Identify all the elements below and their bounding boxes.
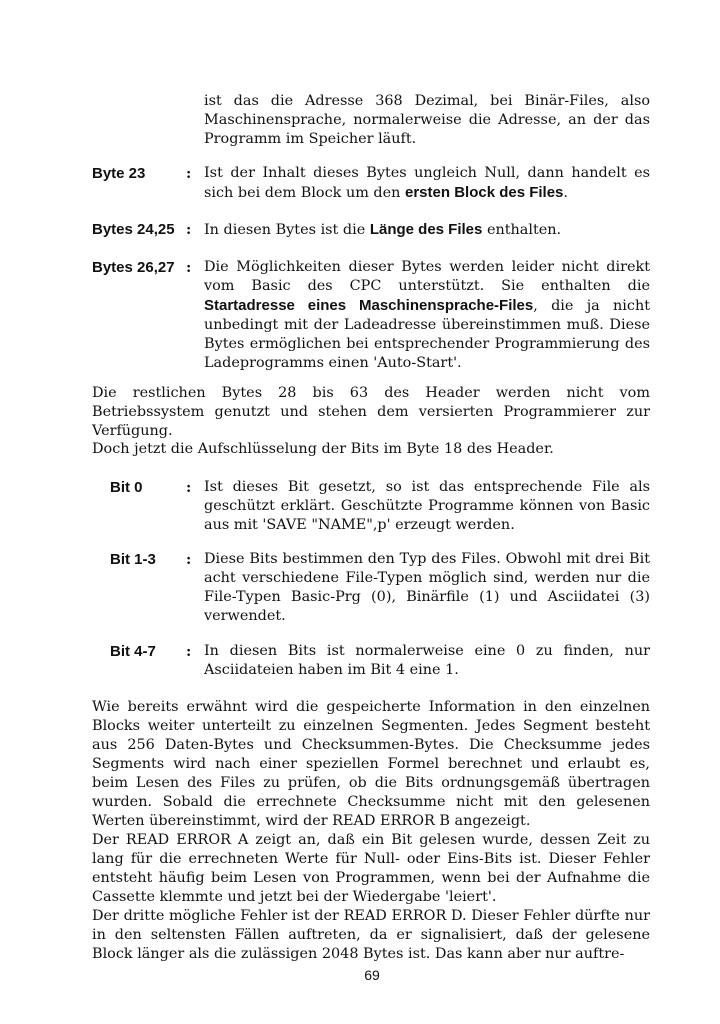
document-page bbox=[92, 0, 652, 1024]
colon: : bbox=[186, 551, 192, 568]
paragraph: Die restlichen Bytes 28 bis 63 des Header werden nicht vom Betriebssystem genutzt und stehen dem versierten Programmierer zur Verfügung. bbox=[92, 385, 650, 439]
byte-label: Bytes 24,25 bbox=[92, 221, 175, 238]
bit-label: Bit 0 bbox=[110, 479, 143, 496]
paragraph: Doch jetzt die Aufschlüsselung der Bits im Byte 18 des Header. bbox=[92, 441, 554, 457]
byte-label: Bytes 26,27 bbox=[92, 259, 175, 276]
continuation-text: ist das die Adresse 368 Dezimal, bei Binär-Files, also Maschinensprache, normalerweise die Adresse, an der das Programm im Speicher läuft. bbox=[204, 93, 650, 147]
colon: : bbox=[186, 643, 192, 660]
byte-description: Die Möglichkeiten dieser Bytes werden leider nicht direkt vom Basic des CPC unterstützt. Sie enthalten die Startadresse eines Maschinensprache-Files, die ja nicht unbedingt mit der Ladeadresse übereinstimmen muß. Diese Bytes ermöglichen bei entsprechender Programmierung des Ladeprogramms einen 'Auto-Start'. bbox=[204, 259, 651, 371]
paragraph-error-d: Der dritte mögliche Fehler ist der READ ERROR D. Dieser Fehler dürfte nur in den seltensten Fällen auftreten, da er signalisiert, daß der gelesene Block länger als die zulässigen 2048 Bytes ist. Das kann aber nur auftre- bbox=[92, 908, 650, 962]
paragraph-error-a: Der READ ERROR A zeigt an, daß ein Bit gelesen wurde, dessen Zeit zu lang für die errechneten Werte für Null- oder Eins-Bits ist. Dieser Fehler entsteht häufig beim Lesen von Programmen, wenn bei der Aufnahme die Cassette klemmte und jetzt bei der Wiedergabe 'leiert'. bbox=[92, 832, 650, 905]
colon: : bbox=[186, 221, 192, 238]
bit-description: Ist dieses Bit gesetzt, so ist das entsprechende File als geschützt erklärt. Geschützte Programme können von Basic aus mit 'SAVE "NAME",p' erzeugt werden. bbox=[204, 479, 650, 533]
emphasis: ersten Block des Files bbox=[405, 184, 564, 201]
byte-description: Ist der Inhalt dieses Bytes ungleich Null, dann handelt es sich bei dem Block um den ersten Block des Files. bbox=[204, 165, 650, 201]
emphasis: Länge des Files bbox=[369, 221, 483, 238]
bit-label: Bit 1-3 bbox=[110, 551, 156, 568]
byte-description: In diesen Bytes ist die Länge des Files enthalten. bbox=[204, 221, 562, 238]
bit-label: Bit 4-7 bbox=[110, 643, 156, 660]
emphasis: Startadresse eines Maschinensprache-Files bbox=[204, 297, 534, 314]
colon: : bbox=[186, 479, 192, 496]
colon: : bbox=[186, 165, 192, 182]
byte-label: Byte 23 bbox=[92, 165, 146, 182]
page-number: 69 bbox=[364, 967, 380, 983]
colon: : bbox=[186, 259, 192, 276]
bit-description: Diese Bits bestimmen den Typ des Files. Obwohl mit drei Bit acht verschiedene File-Typen möglich sind, werden nur die File-Typen Basic-Prg (0), Binärfile (1) und Asciidatei (3) verwendet. bbox=[204, 551, 650, 624]
bit-description: In diesen Bits ist normalerweise eine 0 zu finden, nur Asciidateien haben im Bit 4 eine 1. bbox=[204, 643, 650, 678]
paragraph bbox=[92, 698, 650, 964]
paragraph-segments: Wie bereits erwähnt wird die gespeicherte Information in den einzelnen Blocks weiter unterteilt zu einzelnen Segmenten. Jedes Segment besteht aus 256 Daten-Bytes und Checksummen-Bytes. Die Checksumme jedes Segments wird nach einer speziellen Formel berechnet und erlaubt es, beim Lesen des Files zu prüfen, ob die Bits ordnungsgemäß übertragen wurden. Sobald die errechnete Checksumme nicht mit den gelesenen Werten übereinstimmt, wird der READ ERROR B angezeigt. bbox=[92, 699, 650, 829]
